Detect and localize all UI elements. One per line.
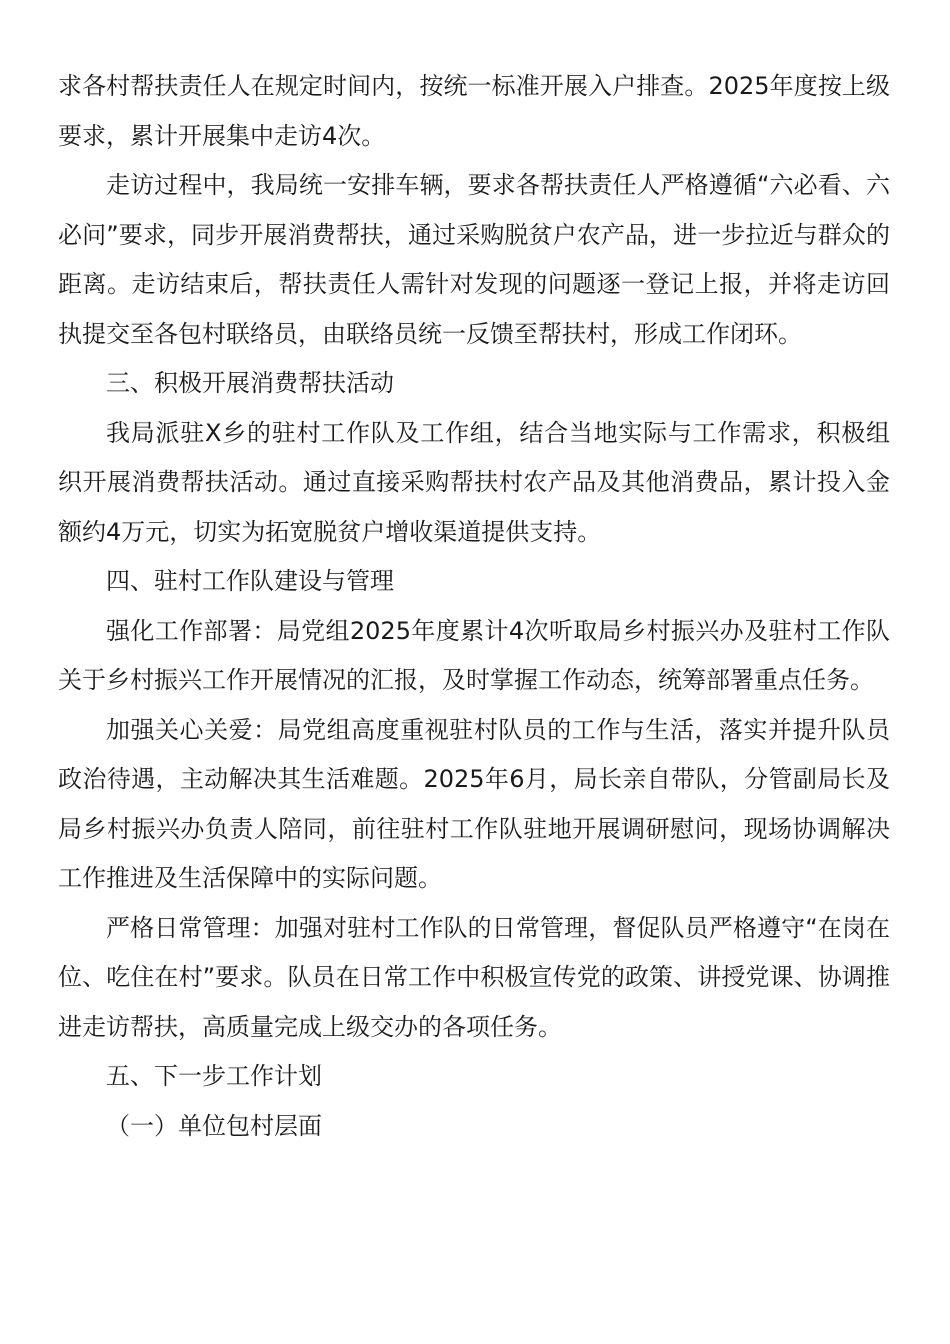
paragraph-care-support: 加强关心关爱：局党组高度重视驻村队员的工作与生活，落实并提升队员政治待遇，主动解决其生活难题。2025年6月，局长亲自带队，分管副局长及局乡村振兴办负责人陪同，前往驻村工作队驻地开展调研慰问，现场协调解决工作推进及生活保障中的实际问题。	[58, 715, 890, 892]
paragraph-visit-process: 走访过程中，我局统一安排车辆，要求各帮扶责任人严格遵循“六必看、六必问”要求，同步开展消费帮扶，通过采购脱贫户农产品，进一步拉近与群众的距离。走访结束后，帮扶责任人需针对发现的问题逐一登记上报，并将走访回执提交至各包村联络员，由联络员统一反馈至帮扶村，形成工作闭环。	[58, 171, 890, 348]
document-body	[58, 62, 890, 1151]
paragraph-continuation: 求各村帮扶责任人在规定时间内，按统一标准开展入户排查。2025年度按上级要求，累计开展集中走访4次。	[58, 72, 890, 150]
section-heading-team-management: 四、驻村工作队建设与管理	[106, 567, 394, 595]
section-heading-consumption-support: 三、积极开展消费帮扶活动	[106, 369, 394, 397]
section-heading-next-plan: 五、下一步工作计划	[106, 1062, 322, 1090]
paragraph-work-deployment: 强化工作部署：局党组2025年度累计4次听取局乡村振兴办及驻村工作队关于乡村振兴工作开展情况的汇报，及时掌握工作动态，统筹部署重点任务。	[58, 616, 890, 694]
paragraph-daily-management: 严格日常管理：加强对驻村工作队的日常管理，督促队员严格遵守“在岗在位、吃住在村”要求。队员在日常工作中积极宣传党的政策、讲授党课、协调推进走访帮扶，高质量完成上级交办的各项任务。	[58, 913, 890, 1041]
paragraph-consumption-support: 我局派驻X乡的驻村工作队及工作组，结合当地实际与工作需求，积极组织开展消费帮扶活动。通过直接采购帮扶村农产品及其他消费品，累计投入金额约4万元，切实为拓宽脱贫户增收渠道提供支持。	[58, 418, 890, 546]
sub-heading-unit-village: （一）单位包村层面	[106, 1111, 322, 1140]
